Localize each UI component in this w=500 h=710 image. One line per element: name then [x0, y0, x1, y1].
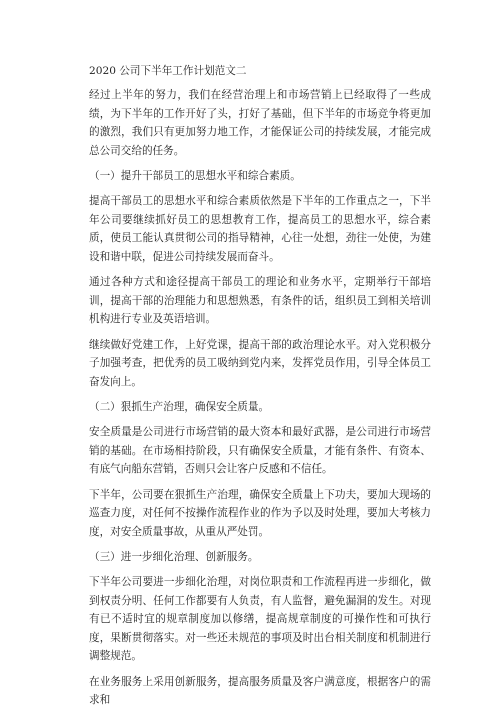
section-heading-2: （二）狠抓生产治理，确保安全质量。	[89, 401, 270, 413]
paragraph: 在业务服务上采用创新服务，提高服务质量及客户满意度，根据客户的需求和	[89, 675, 431, 706]
paragraph: 下半年公司要进一步细化治理，对岗位职责和工作流程再进一步细化，做到权责分明、任何工作都要有人负责，有人监督，避免漏洞的发生。对现有已不适时宜的规章制度加以修缮，提高规章制度的可操作性和可执行度，果断贯彻落实。对一些还未规范的事项及时出台相关制度和机制进行调整规范。	[89, 576, 431, 662]
paragraph: 下半年，公司要在狠抓生产治理，确保安全质量上下功夫，要加大现场的巡查力度，对任何不按操作流程作业的作为予以及时处理，要加大考核力度，对安全质量事故，从重从严处罚。	[89, 488, 431, 538]
document-page	[89, 62, 431, 710]
paragraph: 继续做好党建工作，上好党课，提高干部的政治理论水平。对入党积极分子加强考查，把优秀的员工吸纳到党内来，发挥党员作用，引导全体员工奋发向上。	[89, 338, 431, 388]
paragraph: 安全质量是公司进行市场营销的最大资本和最好武器，是公司进行市场营销的基础。在市场相持阶段，只有确保安全质量，才能有条件、有资本、有底气向船东营销，否则只会让客户反感和不信任。	[89, 426, 431, 475]
section-heading-1: （一）提升干部员工的思想水平和综合素质。	[89, 170, 301, 182]
paragraph: 提高干部员工的思想水平和综合素质依然是下半年的工作重点之一，下半年公司要继续抓好员工的思想教育工作，提高员工的思想水平，综合素质，使员工能认真贯彻公司的指导精神，心往一处想，劲往一处使，为建设和谐中联，促进公司持续发展而奋斗。	[89, 195, 431, 263]
section-heading-3: （三）进一步细化治理、创新服务。	[89, 551, 259, 563]
paragraph-intro: 经过上半年的努力，我们在经营治理上和市场营销上已经取得了一些成绩，为下半年的工作开好了头，打好了基础，但下半年的市场竞争将更加的激烈，我们只有更加努力地工作，才能保证公司的持续发展，才能完成总公司交给的任务。	[89, 89, 431, 157]
paragraph: 通过各种方式和途径提高干部员工的理论和业务水平，定期举行干部培训，提高干部的治理能力和思想熟悉，有条件的话，组织员工到相关培训机构进行专业及英语培训。	[89, 276, 431, 325]
document-title: 2020 公司下半年工作计划范文二	[89, 65, 247, 77]
